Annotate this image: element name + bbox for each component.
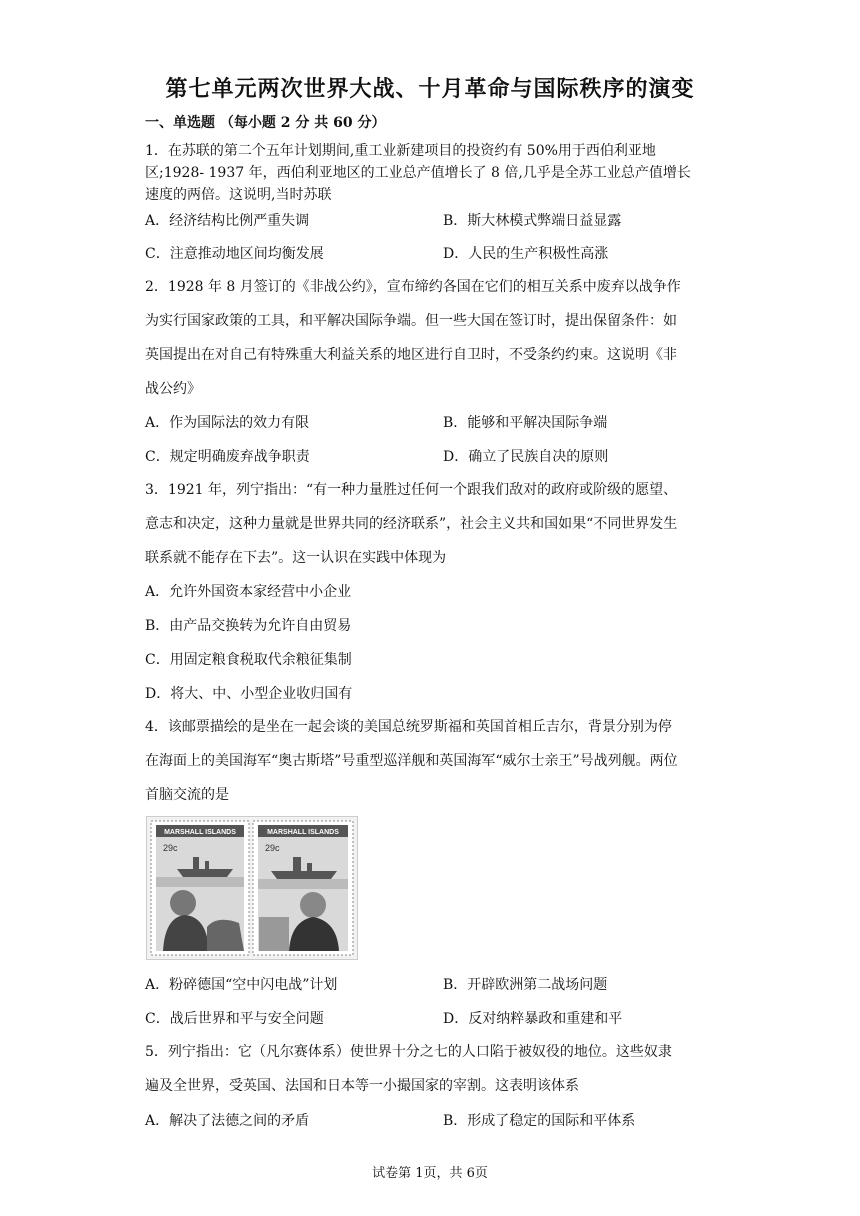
q2-stem-line: 为实行国家政策的工具，和平解决国际争端。但一些大国在签订时，提出保留条件：如 [145,313,677,329]
q3-option-b[interactable]: B．由产品交换转为允许自由贸易 [145,618,352,634]
q3-stem-line: 联系就不能存在下去”。这一认识在实践中体现为 [145,550,447,566]
q3-option-d[interactable]: D．将大、中、小型企业收归国有 [145,686,353,702]
q3-stem-line: 意志和决定，这种力量就是世界共同的经济联系”，社会主义共和国如果“不同世界发生 [145,516,678,532]
q4-option-b[interactable]: B．开辟欧洲第二战场问题 [443,977,608,993]
q2-stem-line: 战公约》 [145,381,201,397]
q4-stem-line: 首脑交流的是 [145,787,229,803]
stamp-left-country: MARSHALL ISLANDS [164,829,236,836]
q4-option-a[interactable]: A．粉碎德国“空中闪电战”计划 [145,977,338,993]
stamp-right-country: MARSHALL ISLANDS [267,829,339,836]
q3-stem-line: 3．1921 年，列宁指出：“有一种力量胜过任何一个跟我们敌对的政府或阶级的愿望、 [145,482,678,498]
q2-option-c[interactable]: C．规定明确废弃战争职责 [145,449,310,465]
q1-option-b[interactable]: B．斯大林模式弊端日益显露 [443,213,622,229]
q5-option-a[interactable]: A．解决了法德之间的矛盾 [145,1113,310,1129]
q5-option-b[interactable]: B．形成了稳定的国际和平体系 [443,1113,636,1129]
q5-stem-line: 遍及全世界，受英国、法国和日本等一小撮国家的宰割。这表明该体系 [145,1078,579,1094]
q2-option-d[interactable]: D．确立了民族自决的原则 [443,449,609,465]
q2-option-a[interactable]: A．作为国际法的效力有限 [145,415,310,431]
q1-stem-line: 区;1928- 1937 年，西伯利亚地区的工业总产值增长了 8 倍,几乎是全苏工业总产值增长 [145,165,691,181]
q1-option-d[interactable]: D．人民的生产积极性高涨 [443,246,609,262]
q4-option-c[interactable]: C．战后世界和平与安全问题 [145,1011,324,1027]
page-title: 第七单元两次世界大战、十月革命与国际秩序的演变 [165,76,695,102]
q3-option-a[interactable]: A．允许外国资本家经营中小企业 [145,584,352,600]
q1-option-a[interactable]: A．经济结构比例严重失调 [145,213,310,229]
q1-stem-line: 1．在苏联的第二个五年计划期间,重工业新建项目的投资约有 50%用于西伯利亚地 [145,143,656,159]
page-footer: 试卷第 1页，共 6页 [372,1166,488,1181]
stamp-right-value: 29c [265,843,280,853]
q5-stem-line: 5．列宁指出：它（凡尔赛体系）使世界十分之七的人口陷于被奴役的地位。这些奴隶 [145,1044,672,1060]
q2-stem-line: 英国提出在对自己有特殊重大利益关系的地区进行自卫时，不受条约约束。这说明《非 [145,347,677,363]
section-heading: 一、单选题 （每小题 2 分 共 60 分） [145,115,386,131]
stamp-illustration [147,817,357,959]
stamp-image [146,816,358,960]
q4-stem-line: 在海面上的美国海军“奥古斯塔”号重型巡洋舰和英国海军“威尔士亲王”号战列舰。两位 [145,753,678,769]
q3-option-c[interactable]: C．用固定粮食税取代余粮征集制 [145,652,352,668]
q1-stem-line: 速度的两倍。这说明,当时苏联 [145,187,332,203]
stamp-left-value: 29c [163,843,178,853]
q1-option-c[interactable]: C．注意推动地区间均衡发展 [145,246,324,262]
q2-option-b[interactable]: B．能够和平解决国际争端 [443,415,608,431]
q4-option-d[interactable]: D．反对纳粹暴政和重建和平 [443,1011,623,1027]
q4-stem-line: 4．该邮票描绘的是坐在一起会谈的美国总统罗斯福和英国首相丘吉尔，背景分别为停 [145,719,672,735]
q2-stem-line: 2．1928 年 8 月签订的《非战公约》，宣布缔约各国在它们的相互关系中废弃以战争作 [145,279,681,295]
